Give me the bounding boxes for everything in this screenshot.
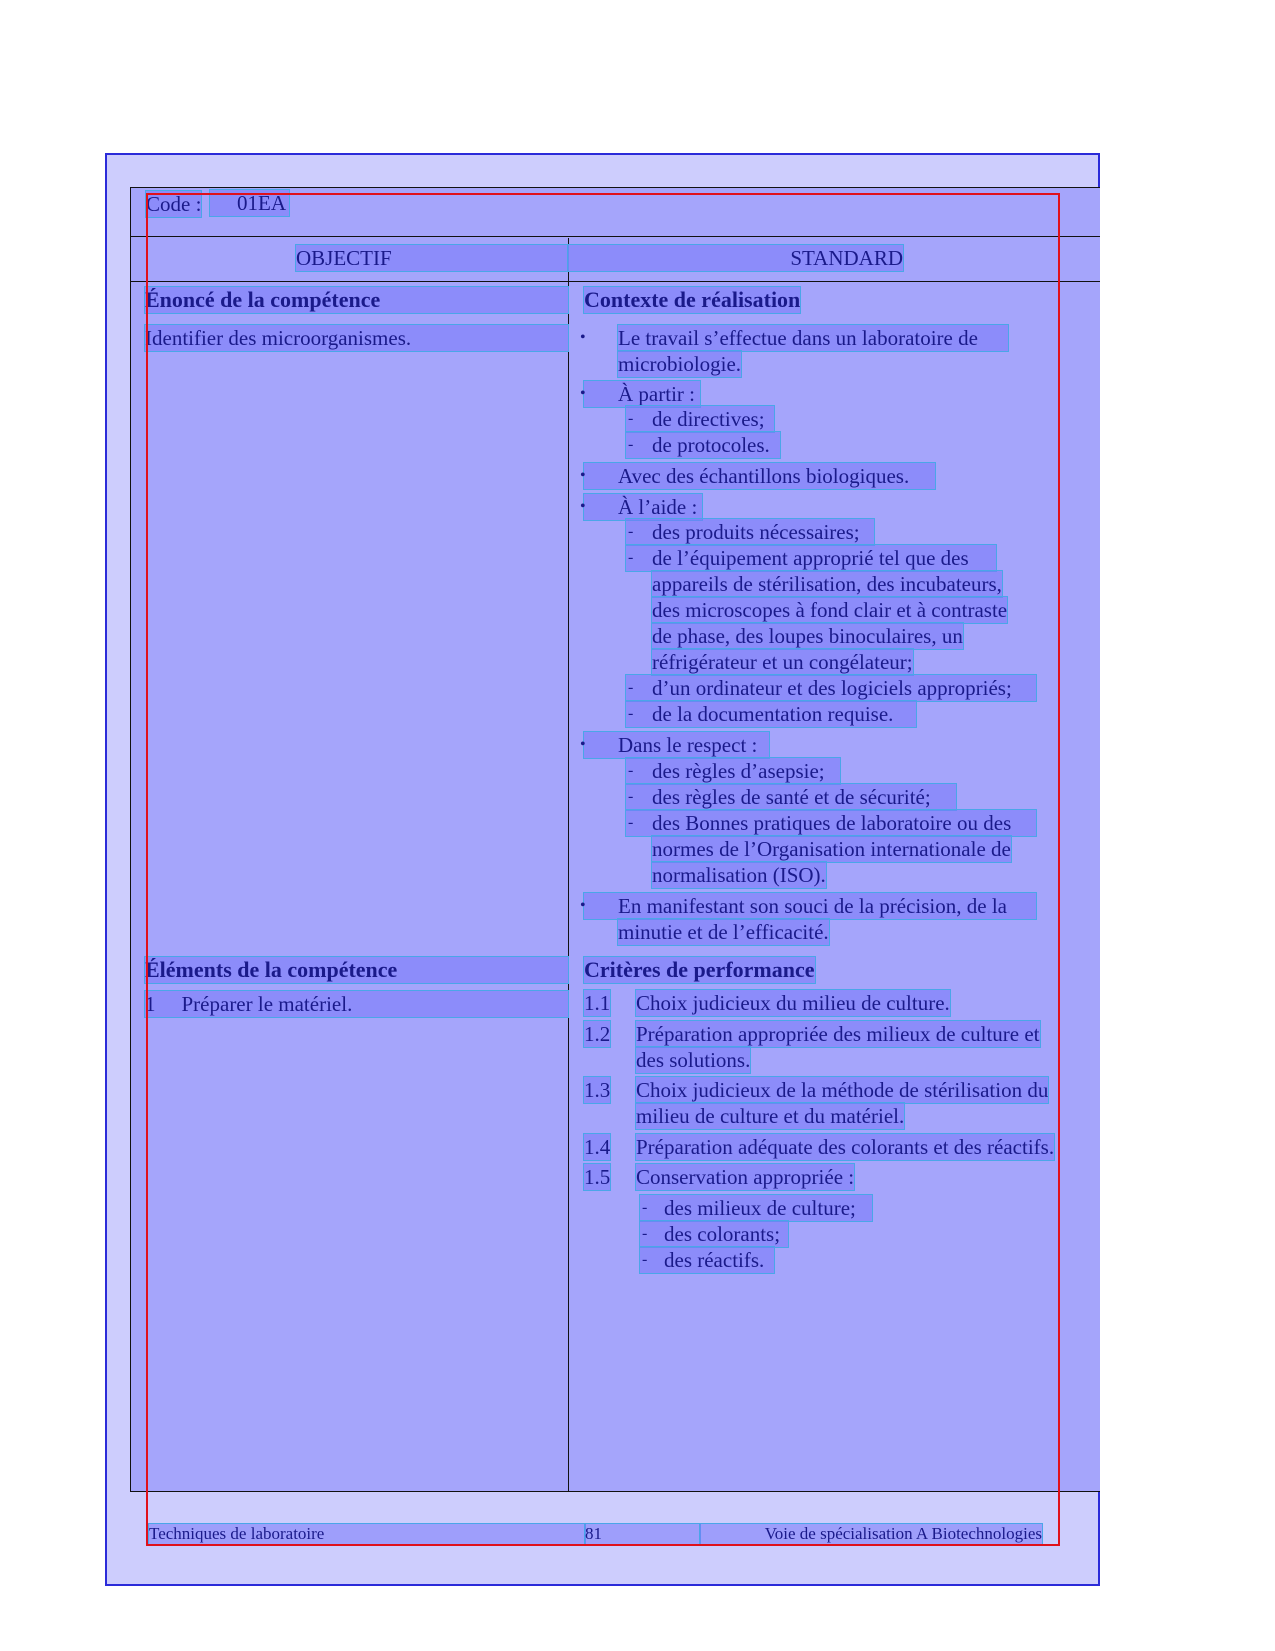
contexte-line: des règles de santé et de sécurité; — [626, 784, 956, 810]
code-value: 01EA — [210, 190, 289, 216]
criterion-text: Conservation appropriée : — [636, 1165, 855, 1189]
criterion-number: 1.2 — [584, 1022, 611, 1046]
element-1-number: 1 — [145, 992, 156, 1016]
criterion-text: Choix judicieux de la méthode de stérilisation du — [636, 1078, 1049, 1102]
bullet-icon: • — [580, 736, 586, 753]
contexte-line: À l’aide : — [584, 494, 702, 520]
criterion-number: 1.5 — [584, 1165, 611, 1189]
contexte-line: En manifestant son souci de la précision, de la — [584, 893, 1036, 919]
contexte-line: de la documentation requise. — [626, 701, 916, 727]
footer-page-number: 81 — [585, 1524, 700, 1544]
contexte-line: de directives; — [626, 406, 774, 432]
criterion-subitem: des réactifs. — [640, 1247, 774, 1273]
contexte-line: appareils de stérilisation, des incubateurs, — [652, 572, 1002, 596]
standard-header: STANDARD — [568, 245, 903, 271]
criterion-number: 1.3 — [584, 1078, 611, 1102]
footer-right: Voie de spécialisation A Biotechnologies — [700, 1524, 1042, 1544]
contexte-line: Le travail s’effectue dans un laboratoire de — [618, 325, 1008, 351]
contexte-line: de protocoles. — [626, 432, 780, 458]
criterion-number: 1.1 — [584, 991, 611, 1015]
enonce-heading: Énoncé de la compétence — [145, 287, 568, 313]
contexte-line: Avec des échantillons biologiques. — [584, 463, 935, 489]
contexte-line: microbiologie. — [618, 352, 742, 376]
contexte-line: minutie et de l’efficacité. — [618, 920, 829, 944]
criterion-subitem: des milieux de culture; — [640, 1195, 872, 1221]
dash-icon: - — [642, 1251, 648, 1268]
dash-icon: - — [628, 410, 634, 427]
footer-left: Techniques de laboratoire — [149, 1524, 585, 1544]
criteres-heading: Critères de performance — [584, 957, 815, 982]
dash-icon: - — [628, 705, 634, 722]
criterion-text: milieu de culture et du matériel. — [636, 1104, 905, 1128]
contexte-line: À partir : — [584, 381, 700, 407]
contexte-line: de phase, des loupes binoculaires, un — [652, 624, 963, 648]
bullet-icon: • — [580, 498, 586, 515]
code-label: Code : — [146, 192, 202, 216]
column-divider — [568, 238, 569, 1491]
dash-icon: - — [628, 436, 634, 453]
dash-icon: - — [628, 523, 634, 540]
bullet-icon: • — [580, 897, 586, 914]
dash-icon: - — [628, 762, 634, 779]
element-1 — [145, 991, 568, 1017]
criterion-text: Préparation adéquate des colorants et des réactifs. — [636, 1135, 1055, 1159]
contexte-line: normalisation (ISO). — [652, 863, 826, 887]
enonce-text: Identifier des microorganismes. — [145, 325, 568, 351]
criterion-text: des solutions. — [636, 1048, 751, 1072]
contexte-line: des produits nécessaires; — [626, 519, 874, 545]
criterion-text: Choix judicieux du milieu de culture. — [636, 991, 950, 1015]
columns-divider — [131, 281, 1100, 282]
contexte-line: des Bonnes pratiques de laboratoire ou des — [626, 810, 1036, 836]
contexte-line: réfrigérateur et un congélateur; — [652, 650, 913, 674]
bullet-icon: • — [580, 385, 586, 402]
contexte-heading: Contexte de réalisation — [584, 287, 801, 312]
dash-icon: - — [628, 788, 634, 805]
header-divider — [131, 236, 1100, 237]
dash-icon: - — [642, 1199, 648, 1216]
contexte-line: des microscopes à fond clair et à contraste — [652, 598, 1008, 622]
criterion-text: Préparation appropriée des milieux de culture et — [636, 1022, 1040, 1046]
bullet-icon: • — [580, 329, 586, 346]
contexte-line: de l’équipement approprié tel que des — [626, 545, 996, 571]
criterion-subitem: des colorants; — [640, 1221, 788, 1247]
element-1-text: Préparer le matériel. — [181, 992, 353, 1016]
bullet-icon: • — [580, 467, 586, 484]
dash-icon: - — [628, 549, 634, 566]
criterion-number: 1.4 — [584, 1135, 611, 1159]
dash-icon: - — [628, 679, 634, 696]
contexte-line: des règles d’asepsie; — [626, 758, 840, 784]
contexte-line: Dans le respect : — [584, 732, 769, 758]
contexte-line: normes de l’Organisation internationale de — [652, 837, 1011, 861]
dash-icon: - — [628, 814, 634, 831]
contexte-line: d’un ordinateur et des logiciels appropriés; — [626, 675, 1036, 701]
elements-heading: Éléments de la compétence — [145, 957, 568, 983]
objectif-header: OBJECTIF — [296, 245, 568, 271]
dash-icon: - — [642, 1225, 648, 1242]
